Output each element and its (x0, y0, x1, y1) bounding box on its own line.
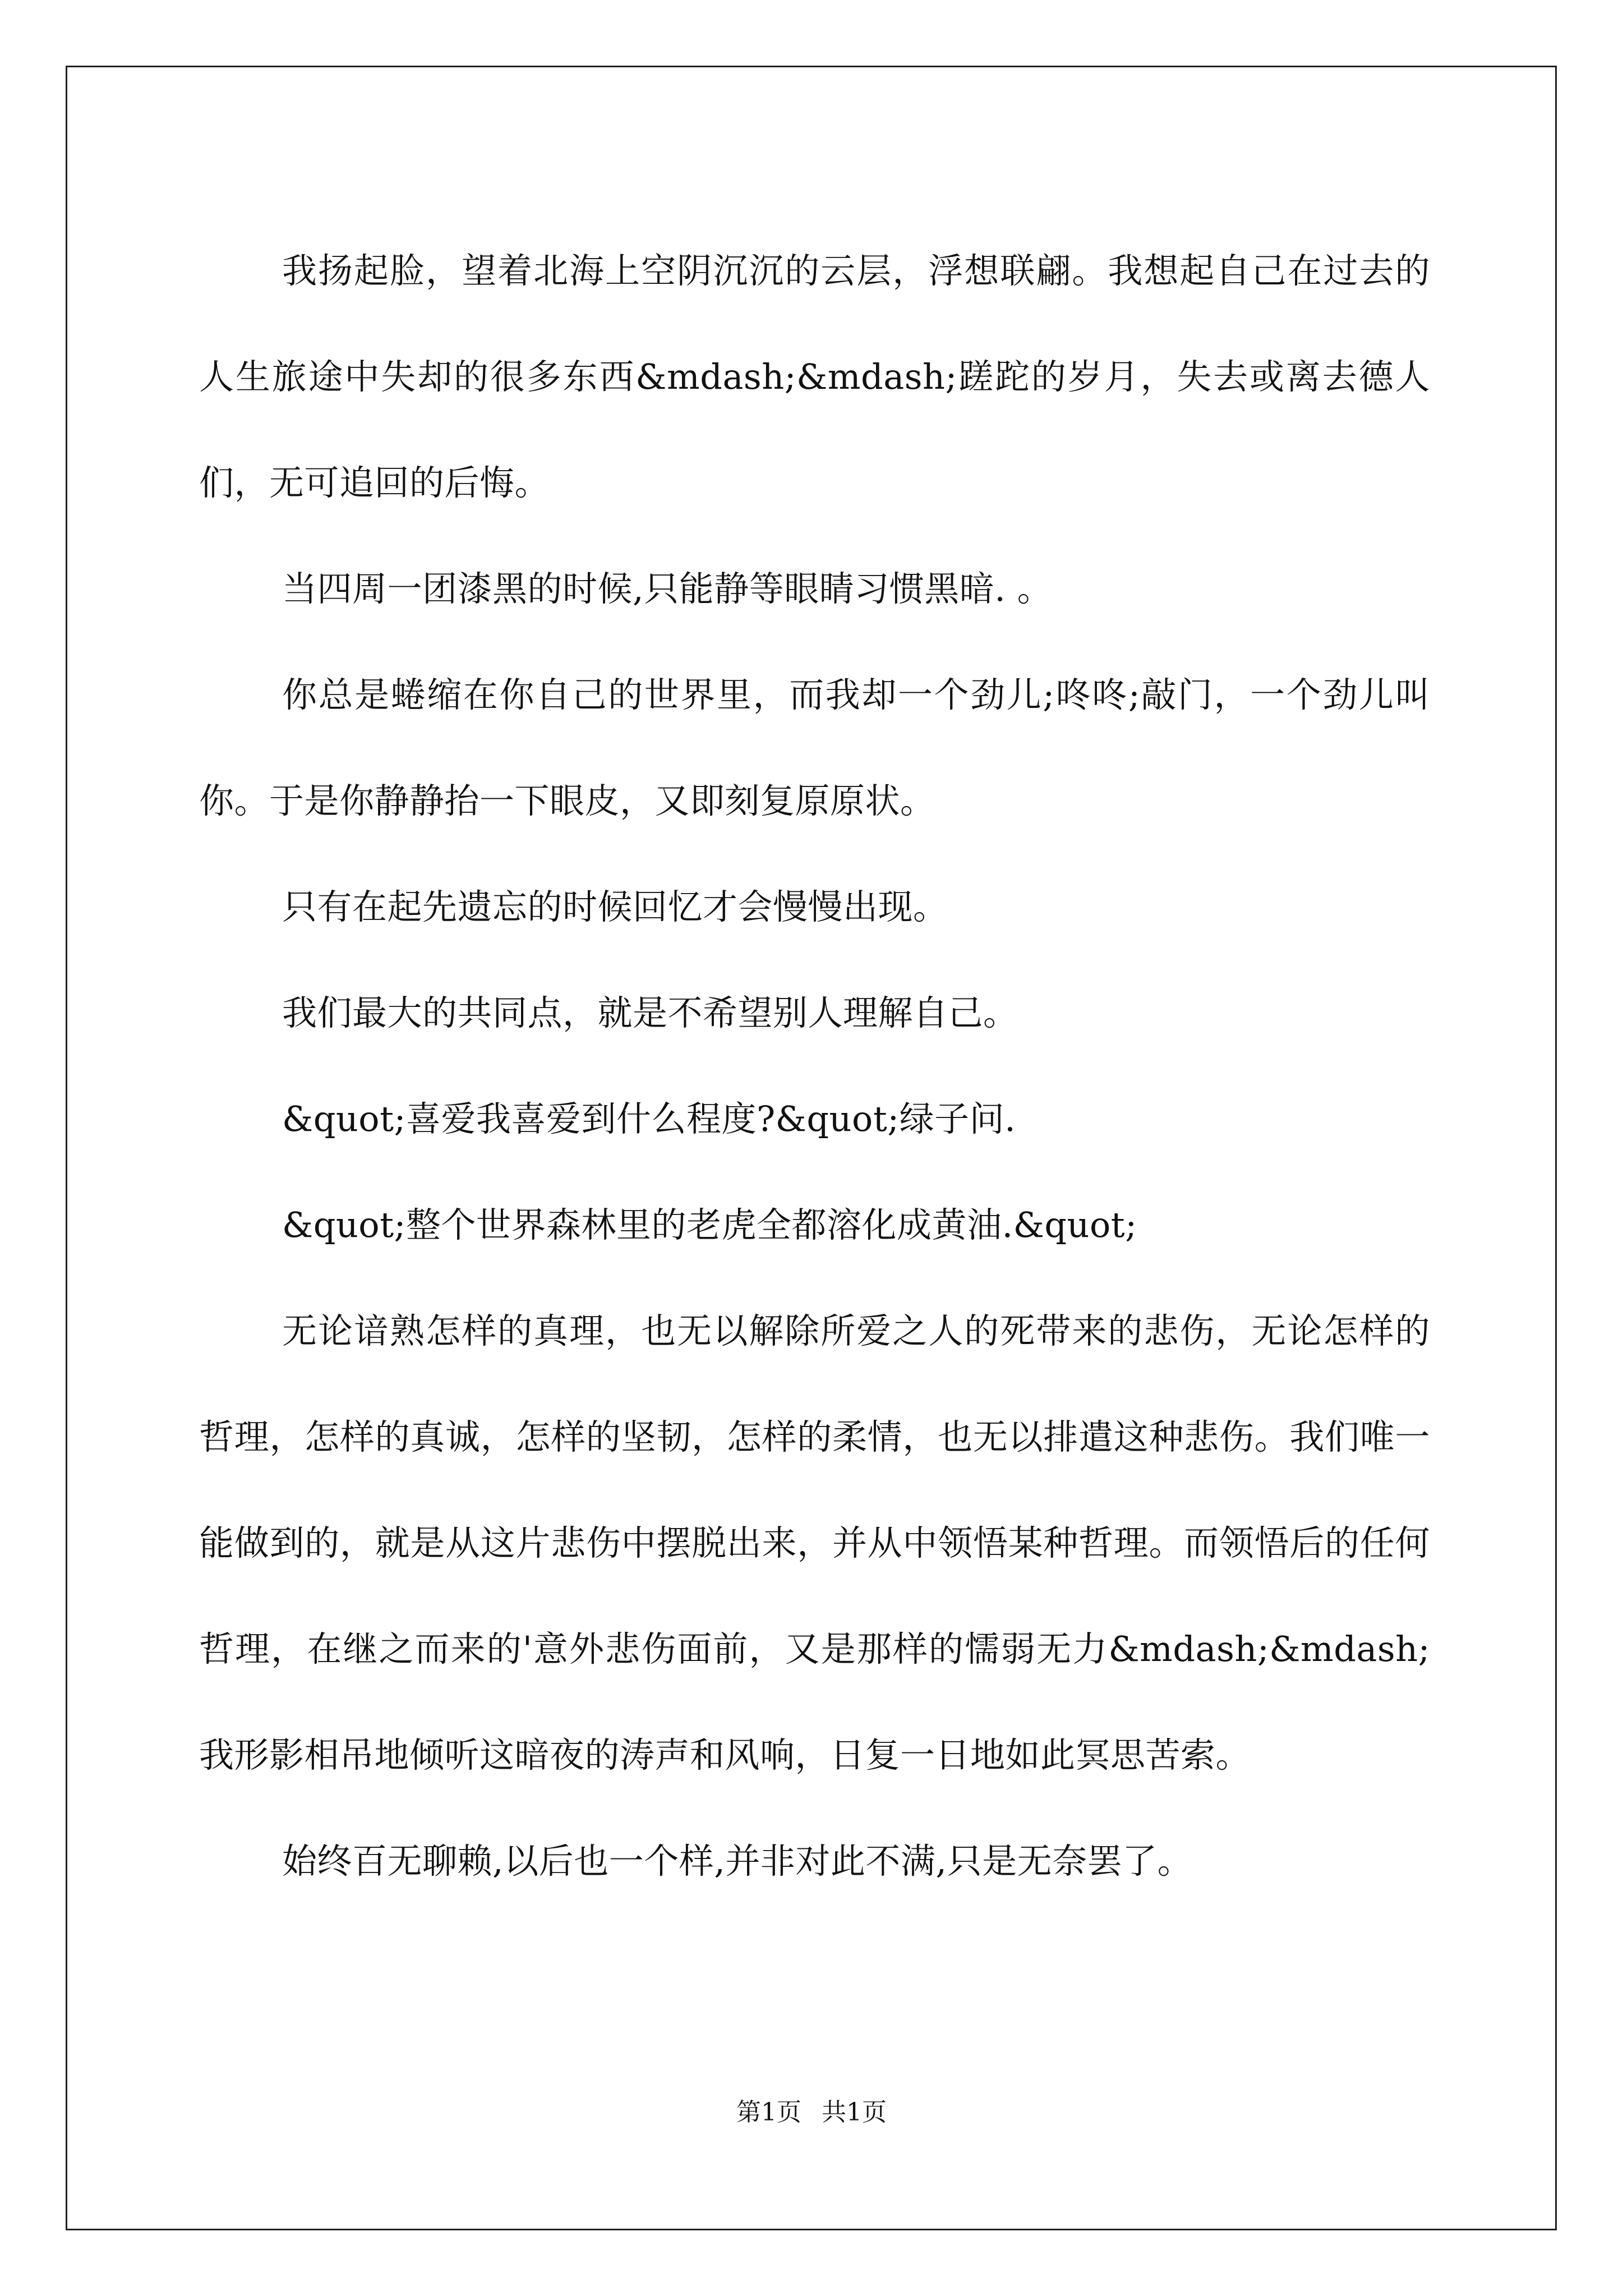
paragraph-5: 我们最大的共同点，就是不希望别人理解自己。 (282, 992, 1018, 1033)
page-footer (0, 2096, 1623, 2129)
paragraph-2: 当四周一团漆黑的时候,只能静等眼睛习惯黑暗. 。 (282, 568, 1053, 609)
page-total: 共1页 (822, 2098, 887, 2127)
paragraph-1: 我扬起脸，望着北海上空阴沉沉的云层，浮想联翩。我想起自己在过去的人生旅途中失却的很多东西&mdash;&mdash;蹉跎的岁月，失去或离去德人们，无可追回的后悔。 (199, 250, 1430, 503)
paragraph-6: &quot;喜爱我喜爱到什么程度?&quot;绿子问. (282, 1098, 1016, 1139)
paragraph-8: 无论谙熟怎样的真理，也无以解除所爱之人的死带来的悲伤，无论怎样的哲理，怎样的真诚，怎样的坚韧，怎样的柔情，也无以排遣这种悲伤。我们唯一能做到的，就是从这片悲伤中摆脱出来，并从中领悟某种哲理。而领悟后的任何哲理，在继之而来的'意外悲伤面前，又是那样的懦弱无力&mdash;&mdash;我形影相吊地倾听这暗夜的涛声和风响，日复一日地如此冥思苦索。 (199, 1310, 1430, 1775)
page-number: 第1页 (736, 2098, 801, 2127)
document-body (199, 218, 1430, 1914)
paragraph-9: 始终百无聊赖,以后也一个样,并非对此不满,只是无奈罢了。 (282, 1841, 1193, 1881)
paragraph-3: 你总是蜷缩在你自己的世界里，而我却一个劲儿;咚咚;敲门，一个劲儿叫你。于是你静静抬一下眼皮，又即刻复原原状。 (199, 674, 1430, 821)
paragraph-7: &quot;整个世界森林里的老虎全都溶化成黄油.&quot; (282, 1204, 1137, 1245)
paragraph-4: 只有在起先遗忘的时候回忆才会慢慢出现。 (282, 886, 948, 927)
